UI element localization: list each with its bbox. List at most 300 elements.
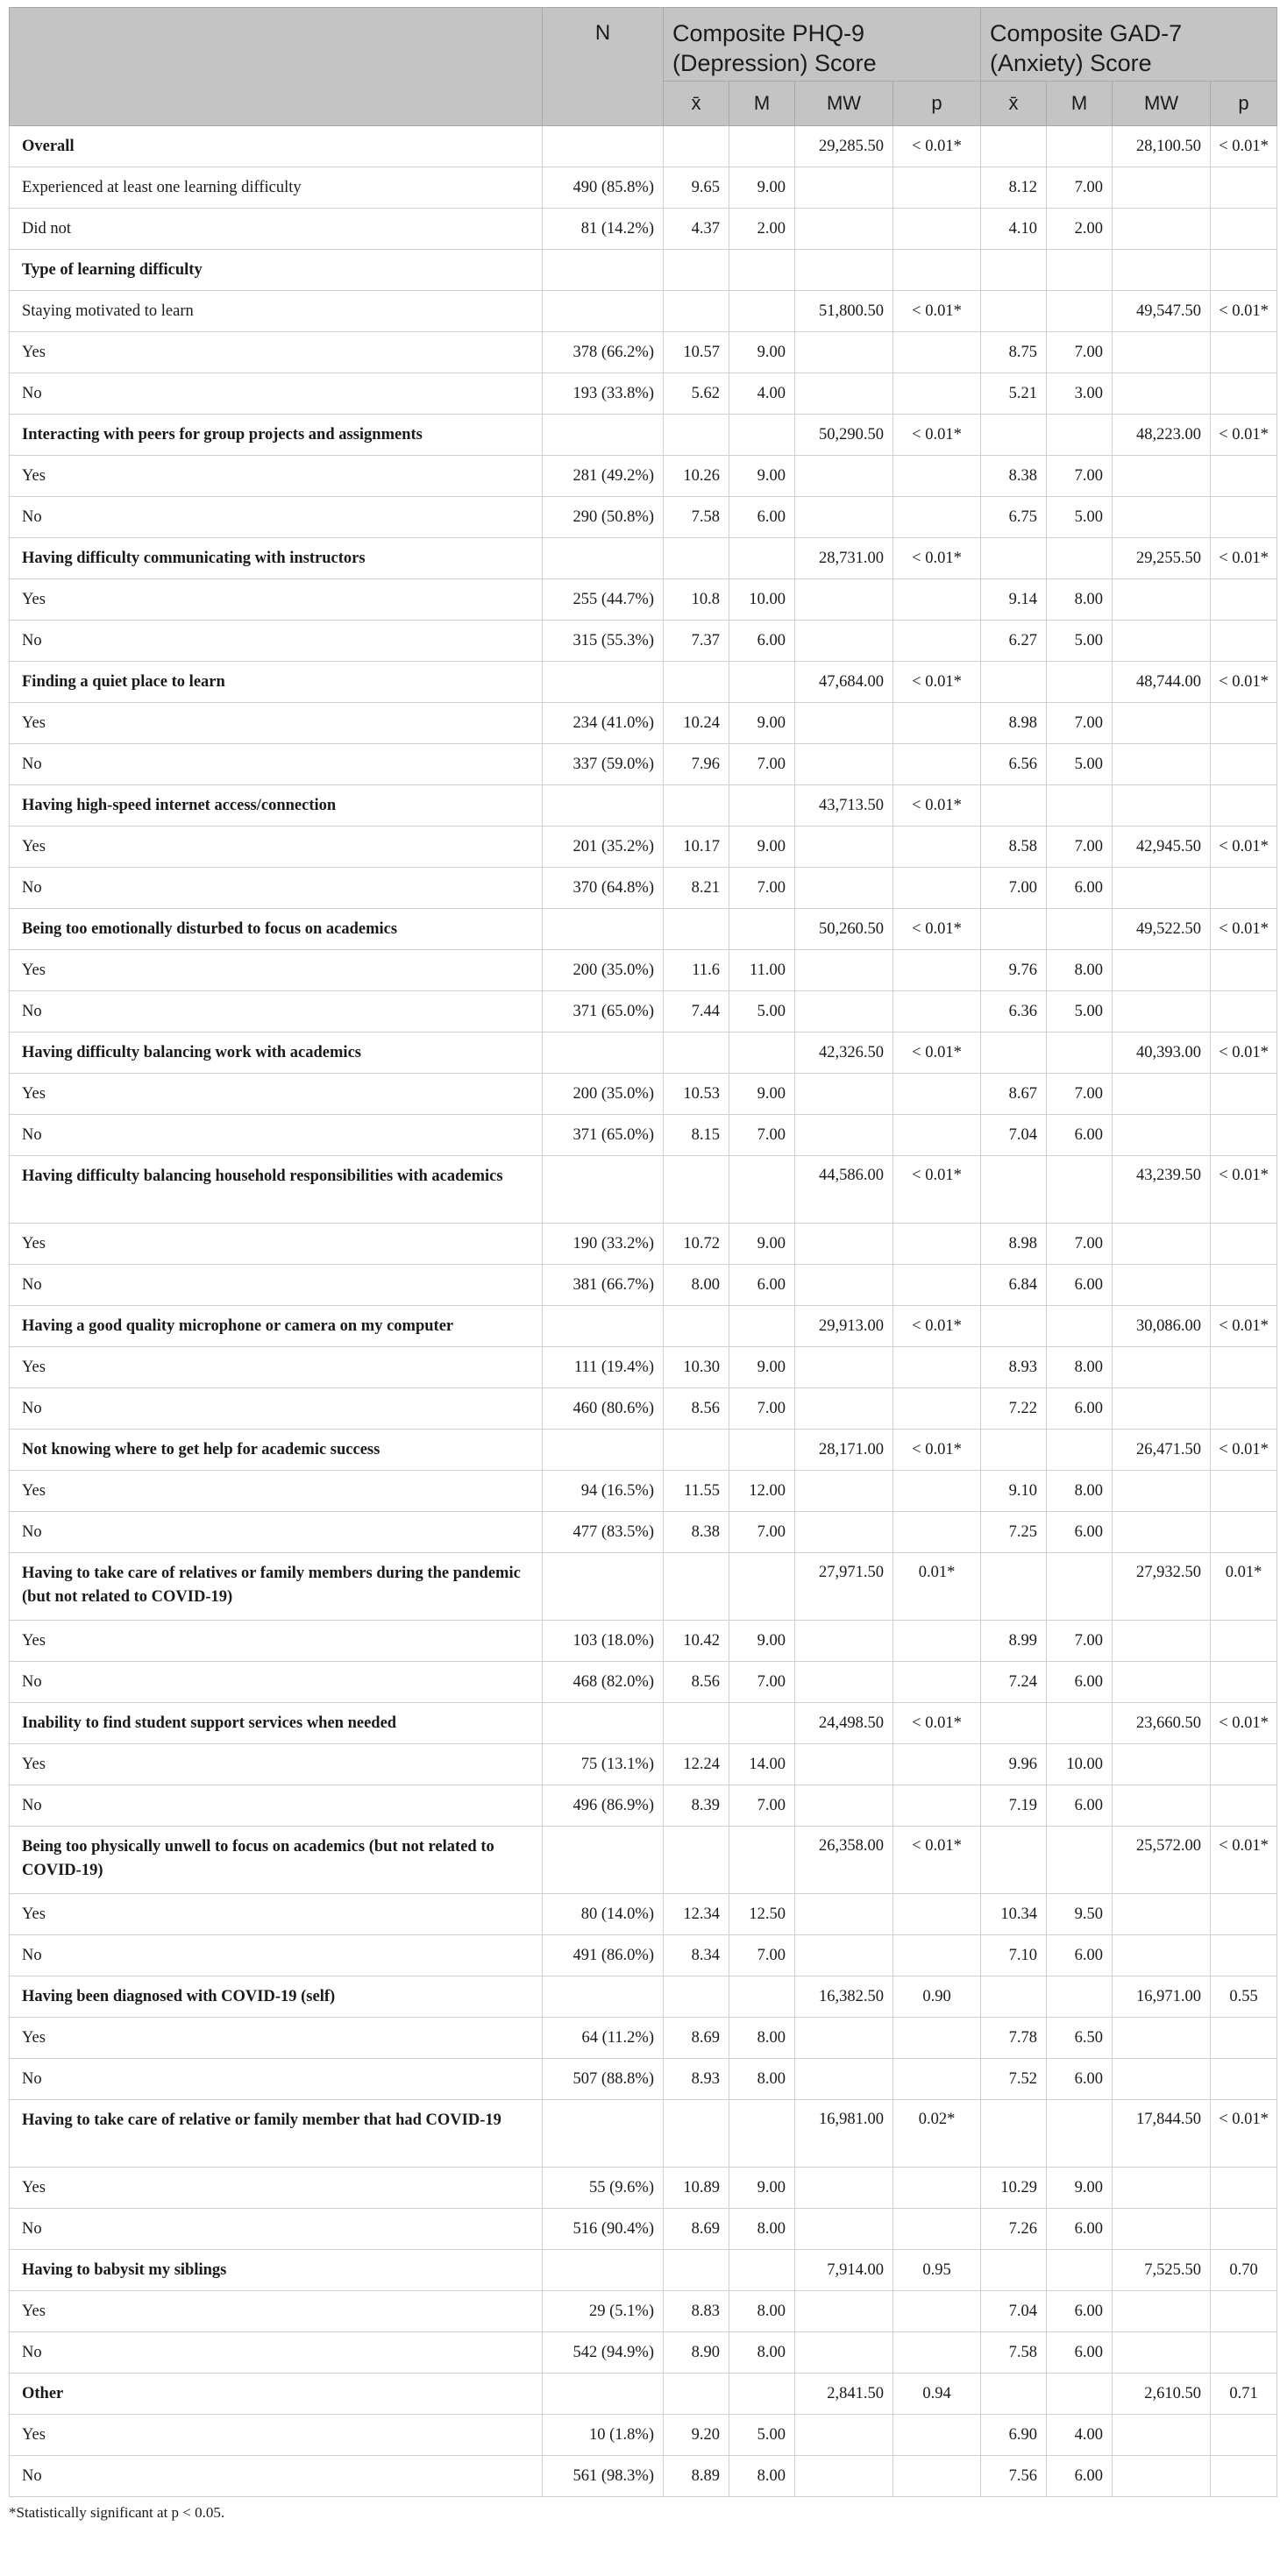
table-row-section <box>10 126 1277 167</box>
table-row <box>10 1662 1277 1703</box>
cell-phq-mw: 7,914.00 <box>795 2250 893 2291</box>
cell-gad-median <box>1047 662 1113 703</box>
cell-phq-mw <box>795 1894 893 1935</box>
table-row <box>10 621 1277 662</box>
cell-n <box>543 2374 664 2415</box>
row-label: Having been diagnosed with COVID-19 (self) <box>10 1976 543 2018</box>
cell-phq-p <box>893 1512 981 1553</box>
cell-gad-mw <box>1113 167 1211 209</box>
header-gad7: Composite GAD-7 (Anxiety) Score <box>981 8 1277 82</box>
cell-gad-median <box>1047 538 1113 579</box>
cell-gad-mw: 42,945.50 <box>1113 827 1211 868</box>
table-row <box>10 456 1277 497</box>
cell-gad-median: 8.00 <box>1047 579 1113 621</box>
cell-phq-p: < 0.01* <box>893 1430 981 1471</box>
cell-gad-mw <box>1113 2291 1211 2332</box>
cell-n: 200 (35.0%) <box>543 950 664 991</box>
cell-phq-p: < 0.01* <box>893 415 981 456</box>
cell-gad-mw <box>1113 1388 1211 1430</box>
table-container <box>9 7 1276 2522</box>
row-label: Yes <box>10 2018 543 2059</box>
cell-n: 371 (65.0%) <box>543 1115 664 1156</box>
row-label: Inability to find student support services when needed <box>10 1703 543 1744</box>
cell-n: 381 (66.7%) <box>543 1265 664 1306</box>
cell-gad-median <box>1047 126 1113 167</box>
cell-n: 103 (18.0%) <box>543 1621 664 1662</box>
cell-gad-median: 7.00 <box>1047 456 1113 497</box>
cell-gad-mean <box>981 662 1047 703</box>
cell-phq-mw <box>795 621 893 662</box>
cell-phq-mean: 8.38 <box>664 1512 729 1553</box>
cell-phq-median: 7.00 <box>729 744 795 785</box>
cell-gad-p: < 0.01* <box>1211 827 1277 868</box>
cell-gad-median: 8.00 <box>1047 1471 1113 1512</box>
row-label: Having to take care of relatives or family members during the pandemic (but not related to COVID-19) <box>10 1553 543 1621</box>
cell-phq-mean <box>664 2250 729 2291</box>
table-row-section <box>10 1306 1277 1347</box>
cell-phq-mean: 10.72 <box>664 1224 729 1265</box>
table-row <box>10 332 1277 373</box>
table-header <box>10 8 1277 126</box>
table-row-section <box>10 2100 1277 2168</box>
cell-gad-mw: 48,223.00 <box>1113 415 1211 456</box>
cell-phq-mw <box>795 1662 893 1703</box>
cell-phq-median: 9.00 <box>729 167 795 209</box>
cell-phq-mean <box>664 1553 729 1621</box>
cell-gad-p <box>1211 2059 1277 2100</box>
cell-gad-median: 7.00 <box>1047 827 1113 868</box>
cell-gad-median <box>1047 1976 1113 2018</box>
cell-gad-p <box>1211 621 1277 662</box>
cell-phq-median: 9.00 <box>729 1621 795 1662</box>
cell-phq-mw <box>795 991 893 1033</box>
table-row <box>10 167 1277 209</box>
cell-phq-mean: 12.24 <box>664 1744 729 1785</box>
row-label: Yes <box>10 2291 543 2332</box>
cell-phq-p <box>893 2168 981 2209</box>
cell-gad-median: 10.00 <box>1047 1744 1113 1785</box>
cell-phq-median: 8.00 <box>729 2209 795 2250</box>
cell-gad-p <box>1211 2332 1277 2374</box>
cell-gad-mean: 4.10 <box>981 209 1047 250</box>
cell-phq-mw: 42,326.50 <box>795 1033 893 1074</box>
cell-gad-p <box>1211 1512 1277 1553</box>
cell-phq-mean: 9.20 <box>664 2415 729 2456</box>
cell-gad-median: 6.00 <box>1047 1935 1113 1976</box>
cell-gad-p <box>1211 950 1277 991</box>
cell-gad-median <box>1047 785 1113 827</box>
row-label: Having difficulty balancing work with academics <box>10 1033 543 1074</box>
cell-gad-mw <box>1113 1662 1211 1703</box>
cell-phq-p <box>893 1662 981 1703</box>
cell-gad-p <box>1211 579 1277 621</box>
cell-phq-median <box>729 1306 795 1347</box>
row-label: Having difficulty communicating with instructors <box>10 538 543 579</box>
cell-phq-median: 9.00 <box>729 1347 795 1388</box>
cell-gad-mw: 2,610.50 <box>1113 2374 1211 2415</box>
cell-phq-p: < 0.01* <box>893 1703 981 1744</box>
table-row <box>10 1512 1277 1553</box>
cell-gad-p <box>1211 2209 1277 2250</box>
cell-phq-median <box>729 1976 795 2018</box>
cell-phq-mw: 16,981.00 <box>795 2100 893 2168</box>
cell-gad-mw <box>1113 250 1211 291</box>
cell-gad-median: 5.00 <box>1047 991 1113 1033</box>
cell-phq-median: 6.00 <box>729 1265 795 1306</box>
cell-n <box>543 1430 664 1471</box>
cell-gad-p <box>1211 785 1277 827</box>
cell-phq-mw <box>795 332 893 373</box>
cell-n: 516 (90.4%) <box>543 2209 664 2250</box>
cell-phq-median: 5.00 <box>729 991 795 1033</box>
cell-gad-p <box>1211 1935 1277 1976</box>
cell-phq-median: 12.00 <box>729 1471 795 1512</box>
cell-gad-mw <box>1113 1894 1211 1935</box>
cell-gad-mean: 6.56 <box>981 744 1047 785</box>
cell-phq-mean <box>664 1306 729 1347</box>
cell-gad-mean <box>981 1033 1047 1074</box>
cell-gad-mean: 7.00 <box>981 868 1047 909</box>
cell-phq-median: 8.00 <box>729 2291 795 2332</box>
cell-gad-mean: 7.04 <box>981 2291 1047 2332</box>
cell-gad-mean: 7.58 <box>981 2332 1047 2374</box>
cell-phq-mean <box>664 662 729 703</box>
cell-gad-mw <box>1113 991 1211 1033</box>
cell-phq-mean <box>664 785 729 827</box>
row-label: Yes <box>10 827 543 868</box>
header-blank <box>10 8 543 126</box>
cell-gad-mean: 7.04 <box>981 1115 1047 1156</box>
row-label: Staying motivated to learn <box>10 291 543 332</box>
cell-gad-p: < 0.01* <box>1211 2100 1277 2168</box>
row-label: No <box>10 991 543 1033</box>
cell-phq-median: 12.50 <box>729 1894 795 1935</box>
row-label: Having high-speed internet access/connection <box>10 785 543 827</box>
cell-phq-mean: 10.24 <box>664 703 729 744</box>
cell-phq-mw <box>795 497 893 538</box>
row-label: Yes <box>10 456 543 497</box>
cell-phq-mw <box>795 1744 893 1785</box>
cell-gad-p <box>1211 2415 1277 2456</box>
cell-gad-p: < 0.01* <box>1211 1827 1277 1894</box>
row-label: No <box>10 868 543 909</box>
cell-gad-mw: 49,522.50 <box>1113 909 1211 950</box>
cell-gad-median: 8.00 <box>1047 950 1113 991</box>
cell-gad-mw <box>1113 1224 1211 1265</box>
cell-phq-mw <box>795 1935 893 1976</box>
cell-gad-mw <box>1113 1935 1211 1976</box>
cell-n <box>543 2100 664 2168</box>
cell-n: 315 (55.3%) <box>543 621 664 662</box>
table-row <box>10 2018 1277 2059</box>
cell-n: 281 (49.2%) <box>543 456 664 497</box>
cell-n <box>543 1976 664 2018</box>
table-row <box>10 209 1277 250</box>
cell-phq-p <box>893 1388 981 1430</box>
cell-gad-mw <box>1113 1265 1211 1306</box>
cell-phq-mw: 24,498.50 <box>795 1703 893 1744</box>
cell-phq-mean <box>664 415 729 456</box>
cell-gad-median <box>1047 2374 1113 2415</box>
cell-gad-median: 7.00 <box>1047 167 1113 209</box>
cell-phq-p <box>893 621 981 662</box>
table-row <box>10 2168 1277 2209</box>
cell-phq-p: 0.01* <box>893 1553 981 1621</box>
cell-phq-p: < 0.01* <box>893 1156 981 1224</box>
cell-gad-p: 0.71 <box>1211 2374 1277 2415</box>
cell-phq-mw <box>795 1224 893 1265</box>
cell-phq-mw <box>795 373 893 415</box>
cell-phq-mw <box>795 1115 893 1156</box>
cell-phq-mean <box>664 1156 729 1224</box>
cell-phq-p <box>893 167 981 209</box>
table-row <box>10 1115 1277 1156</box>
cell-gad-mw <box>1113 2415 1211 2456</box>
cell-phq-mw <box>795 1785 893 1827</box>
cell-n: 468 (82.0%) <box>543 1662 664 1703</box>
cell-phq-p <box>893 1074 981 1115</box>
cell-gad-median: 9.00 <box>1047 2168 1113 2209</box>
cell-phq-mw <box>795 2332 893 2374</box>
cell-phq-p: 0.94 <box>893 2374 981 2415</box>
cell-gad-mean: 8.99 <box>981 1621 1047 1662</box>
subheader-gad-mean: x̄ <box>981 82 1047 126</box>
cell-gad-mean: 8.93 <box>981 1347 1047 1388</box>
cell-phq-mw: 50,260.50 <box>795 909 893 950</box>
cell-phq-mean: 11.55 <box>664 1471 729 1512</box>
cell-phq-mean <box>664 1976 729 2018</box>
cell-phq-mw: 29,285.50 <box>795 126 893 167</box>
table-row <box>10 2415 1277 2456</box>
subheader-gad-mw: MW <box>1113 82 1211 126</box>
table-row <box>10 1935 1277 1976</box>
cell-phq-p <box>893 2456 981 2497</box>
cell-gad-mean <box>981 291 1047 332</box>
cell-phq-median <box>729 785 795 827</box>
cell-phq-median <box>729 2250 795 2291</box>
cell-phq-mean: 11.6 <box>664 950 729 991</box>
cell-n <box>543 662 664 703</box>
cell-phq-median <box>729 662 795 703</box>
cell-gad-mw: 25,572.00 <box>1113 1827 1211 1894</box>
cell-n: 477 (83.5%) <box>543 1512 664 1553</box>
cell-phq-p <box>893 1471 981 1512</box>
header-phq9: Composite PHQ-9 (Depression) Score <box>664 8 981 82</box>
cell-gad-median: 3.00 <box>1047 373 1113 415</box>
cell-gad-p <box>1211 1224 1277 1265</box>
row-label: Yes <box>10 1621 543 1662</box>
footnote: *Statistically significant at p < 0.05. <box>9 2504 225 2521</box>
cell-n: 370 (64.8%) <box>543 868 664 909</box>
cell-gad-p <box>1211 1265 1277 1306</box>
cell-n: 234 (41.0%) <box>543 703 664 744</box>
cell-n <box>543 415 664 456</box>
cell-phq-p <box>893 2291 981 2332</box>
cell-phq-mean <box>664 1827 729 1894</box>
cell-gad-median: 6.00 <box>1047 2456 1113 2497</box>
cell-gad-p <box>1211 744 1277 785</box>
table-row <box>10 827 1277 868</box>
header-n: N <box>543 8 664 126</box>
cell-n <box>543 1827 664 1894</box>
cell-n: 29 (5.1%) <box>543 2291 664 2332</box>
cell-phq-mean <box>664 538 729 579</box>
cell-gad-p <box>1211 250 1277 291</box>
cell-gad-median <box>1047 415 1113 456</box>
cell-gad-mean <box>981 126 1047 167</box>
cell-gad-mean <box>981 2374 1047 2415</box>
cell-phq-mw <box>795 2168 893 2209</box>
cell-phq-p <box>893 1935 981 1976</box>
cell-phq-median <box>729 1033 795 1074</box>
cell-gad-p: < 0.01* <box>1211 662 1277 703</box>
cell-gad-mean: 7.56 <box>981 2456 1047 2497</box>
cell-phq-median: 4.00 <box>729 373 795 415</box>
cell-gad-median: 6.00 <box>1047 2332 1113 2374</box>
cell-gad-mw <box>1113 2456 1211 2497</box>
cell-phq-mean: 10.57 <box>664 332 729 373</box>
cell-phq-mean: 8.89 <box>664 2456 729 2497</box>
cell-phq-median: 11.00 <box>729 950 795 991</box>
cell-phq-mean: 8.39 <box>664 1785 729 1827</box>
cell-gad-mw: 48,744.00 <box>1113 662 1211 703</box>
table-row <box>10 2456 1277 2497</box>
cell-phq-mw: 50,290.50 <box>795 415 893 456</box>
cell-gad-mw <box>1113 1785 1211 1827</box>
cell-phq-median: 9.00 <box>729 1074 795 1115</box>
subheader-gad-median: M <box>1047 82 1113 126</box>
cell-gad-median <box>1047 1033 1113 1074</box>
row-label: Type of learning difficulty <box>10 250 543 291</box>
cell-gad-median: 5.00 <box>1047 744 1113 785</box>
cell-gad-median <box>1047 909 1113 950</box>
cell-phq-median: 9.00 <box>729 1224 795 1265</box>
cell-gad-p <box>1211 1662 1277 1703</box>
cell-gad-mw <box>1113 1074 1211 1115</box>
cell-gad-median <box>1047 1703 1113 1744</box>
cell-phq-p: 0.02* <box>893 2100 981 2168</box>
cell-gad-median <box>1047 2100 1113 2168</box>
cell-gad-median <box>1047 1553 1113 1621</box>
cell-gad-mean <box>981 1703 1047 1744</box>
row-label: Having to take care of relative or family member that had COVID-19 <box>10 2100 543 2168</box>
cell-gad-mean: 6.27 <box>981 621 1047 662</box>
cell-gad-mw: 30,086.00 <box>1113 1306 1211 1347</box>
row-label: Having difficulty balancing household responsibilities with academics <box>10 1156 543 1224</box>
table-row <box>10 1621 1277 1662</box>
cell-gad-median: 6.00 <box>1047 1662 1113 1703</box>
cell-phq-mw <box>795 1265 893 1306</box>
cell-n <box>543 2250 664 2291</box>
cell-phq-mw <box>795 2291 893 2332</box>
cell-gad-mean: 6.36 <box>981 991 1047 1033</box>
cell-phq-p <box>893 1265 981 1306</box>
row-label: Overall <box>10 126 543 167</box>
cell-gad-mean: 8.98 <box>981 703 1047 744</box>
cell-n: 10 (1.8%) <box>543 2415 664 2456</box>
cell-gad-median: 6.50 <box>1047 2018 1113 2059</box>
cell-n <box>543 1553 664 1621</box>
row-label: No <box>10 1512 543 1553</box>
cell-n: 491 (86.0%) <box>543 1935 664 1976</box>
cell-gad-mean: 7.78 <box>981 2018 1047 2059</box>
cell-gad-mw <box>1113 1744 1211 1785</box>
cell-phq-p <box>893 1347 981 1388</box>
cell-phq-mean <box>664 1703 729 1744</box>
cell-phq-mean: 7.37 <box>664 621 729 662</box>
cell-phq-mean: 4.37 <box>664 209 729 250</box>
cell-gad-p: < 0.01* <box>1211 1156 1277 1224</box>
cell-gad-mean: 9.14 <box>981 579 1047 621</box>
cell-phq-p <box>893 332 981 373</box>
cell-gad-mean <box>981 1976 1047 2018</box>
cell-phq-p <box>893 2018 981 2059</box>
row-label: No <box>10 1265 543 1306</box>
cell-gad-mean: 5.21 <box>981 373 1047 415</box>
cell-gad-median: 7.00 <box>1047 1621 1113 1662</box>
cell-phq-mean <box>664 291 729 332</box>
cell-n: 507 (88.8%) <box>543 2059 664 2100</box>
cell-phq-median: 7.00 <box>729 1785 795 1827</box>
cell-gad-mw <box>1113 621 1211 662</box>
cell-gad-mw <box>1113 2209 1211 2250</box>
row-label: No <box>10 621 543 662</box>
cell-gad-mw: 40,393.00 <box>1113 1033 1211 1074</box>
cell-gad-mean: 7.26 <box>981 2209 1047 2250</box>
cell-gad-mw <box>1113 209 1211 250</box>
cell-phq-p <box>893 579 981 621</box>
cell-gad-median <box>1047 291 1113 332</box>
cell-gad-mean: 7.10 <box>981 1935 1047 1976</box>
cell-phq-p <box>893 250 981 291</box>
cell-gad-p <box>1211 1388 1277 1430</box>
table-row-section <box>10 909 1277 950</box>
row-label: No <box>10 1388 543 1430</box>
cell-phq-mean: 12.34 <box>664 1894 729 1935</box>
cell-n <box>543 1306 664 1347</box>
cell-phq-mean: 8.15 <box>664 1115 729 1156</box>
cell-gad-median: 5.00 <box>1047 621 1113 662</box>
cell-gad-mean: 8.75 <box>981 332 1047 373</box>
cell-gad-median: 7.00 <box>1047 332 1113 373</box>
table-row-section <box>10 1156 1277 1224</box>
cell-phq-p <box>893 744 981 785</box>
cell-gad-p <box>1211 991 1277 1033</box>
cell-gad-median: 6.00 <box>1047 1115 1113 1156</box>
cell-n: 55 (9.6%) <box>543 2168 664 2209</box>
cell-phq-mw: 26,358.00 <box>795 1827 893 1894</box>
cell-n: 290 (50.8%) <box>543 497 664 538</box>
cell-phq-median <box>729 1553 795 1621</box>
subheader-phq-median: M <box>729 82 795 126</box>
cell-n: 371 (65.0%) <box>543 991 664 1033</box>
cell-phq-p <box>893 1785 981 1827</box>
cell-phq-mean: 8.90 <box>664 2332 729 2374</box>
row-label: Having to babysit my siblings <box>10 2250 543 2291</box>
cell-phq-p <box>893 2059 981 2100</box>
row-label: Not knowing where to get help for academic success <box>10 1430 543 1471</box>
cell-gad-p <box>1211 209 1277 250</box>
table-row-section <box>10 662 1277 703</box>
cell-gad-mean <box>981 2100 1047 2168</box>
cell-phq-mean: 8.34 <box>664 1935 729 1976</box>
cell-phq-mw <box>795 167 893 209</box>
cell-phq-median: 7.00 <box>729 868 795 909</box>
cell-phq-mw <box>795 703 893 744</box>
cell-phq-median: 8.00 <box>729 2332 795 2374</box>
cell-phq-median: 6.00 <box>729 621 795 662</box>
row-label: No <box>10 1935 543 1976</box>
